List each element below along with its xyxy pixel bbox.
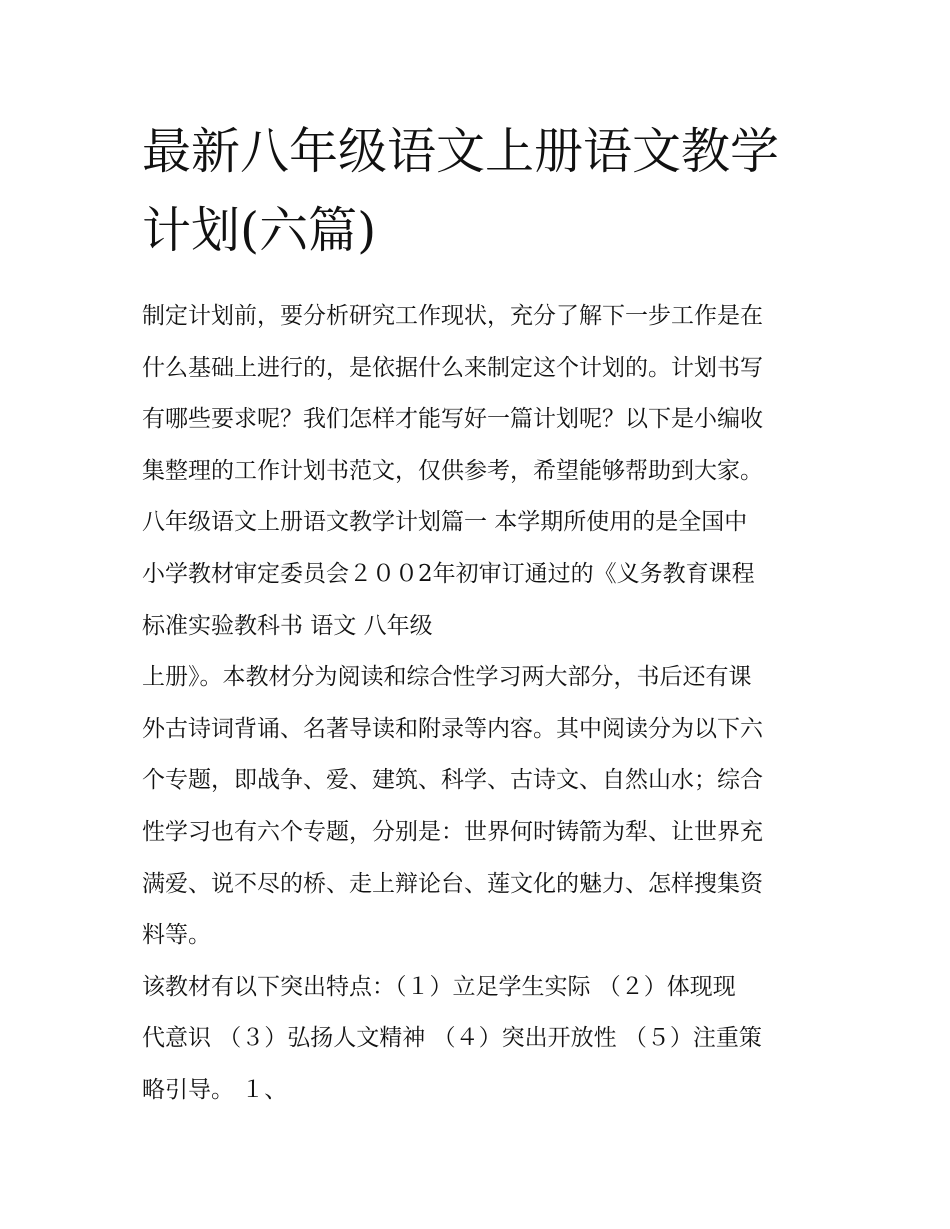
body-line: 小学教材审定委员会２００2年初审订通过的《义务教育课程 [142,560,755,587]
body-line: 什么基础上进行的，是依据什么来制定这个计划的。计划书写 [142,354,763,381]
document-body [142,291,822,1117]
body-line: 略引导。 １、 [142,1076,288,1103]
body-line: 制定计划前，要分析研究工作现状，充分了解下一步工作是在 [142,303,763,329]
body-line: 该教材有以下突出特点：（１）立足学生实际 （２）体现现 [142,973,736,1000]
document-title [142,112,822,270]
body-line: 外古诗词背诵、名著导读和附录等内容。其中阅读分为以下六 [142,715,763,742]
body-line: 八年级语文上册语文教学计划篇一 本学期所使用的是全国中 [142,509,748,536]
body-line: 满爱、说不尽的桥、走上辩论台、莲文化的魅力、怎样搜集资 [142,870,763,897]
document-page [142,112,822,1117]
title-line-1: 最新八年级语文上册语文教学 [142,123,780,180]
title-line-2: 计划(六篇) [142,202,377,259]
body-line: 有哪些要求呢？我们怎样才能写好一篇计划呢？以下是小编收 [142,406,763,433]
body-line: 个专题，即战争、爱、建筑、科学、古诗文、自然山水；综合 [142,767,763,794]
body-line: 标准实验教科书 语文 八年级 [142,612,433,639]
body-line: 代意识 （３）弘扬人文精神 （４）突出开放性 （５）注重策 [142,1025,762,1052]
body-line: 集整理的工作计划书范文，仅供参考，希望能够帮助到大家。 [142,457,763,484]
body-line: 上册》。本教材分为阅读和综合性学习两大部分，书后还有课 [142,664,752,691]
body-line: 料等。 [142,922,211,949]
body-line: 性学习也有六个专题，分别是：世界何时铸箭为犁、让世界充 [142,818,763,845]
